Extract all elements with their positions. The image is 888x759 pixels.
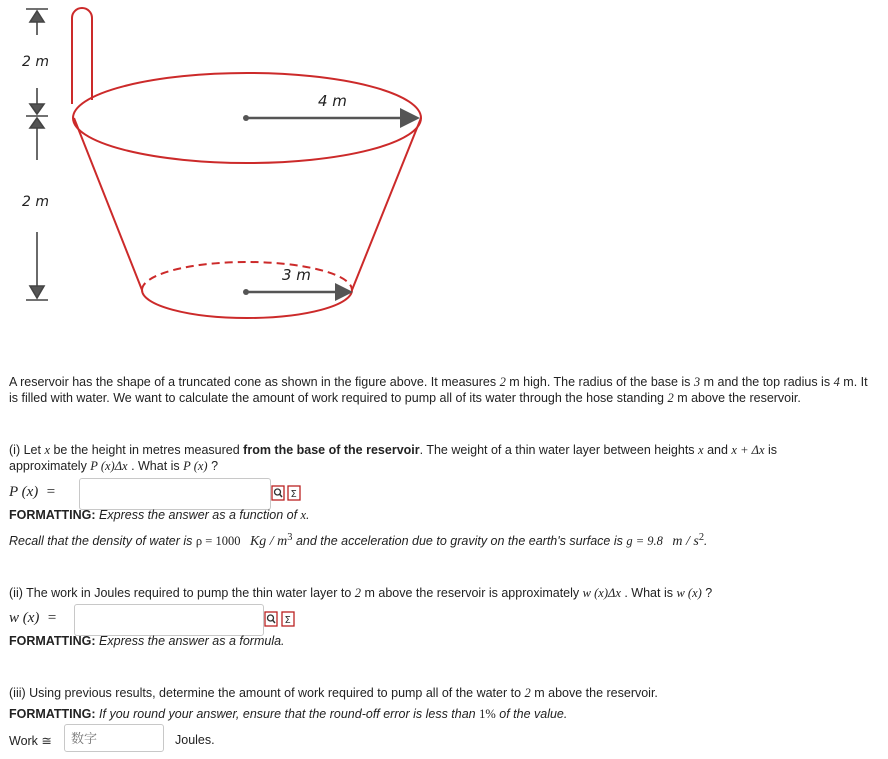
w-of-x-label: w (x) = <box>9 610 58 626</box>
w-of-x-input[interactable] <box>74 604 264 636</box>
svg-text:Σ: Σ <box>284 615 291 626</box>
p-of-x-label: P (x) = <box>9 484 56 500</box>
preview-icon[interactable] <box>271 485 285 501</box>
part1-question: (i) Let x be the height in metres measured from the base of the reservoir. The weight of a thin water layer between heights x and x + Δx is approximately P (x)Δx . What is P (x) ? <box>9 443 778 473</box>
dim-label-bottom: 2 m <box>22 194 49 210</box>
dimension-markers <box>26 9 48 300</box>
part2-question: (ii) The work in Joules required to pump the thin water layer to 2 m above the reservoir is approximately w (x)Δx . What is w (x) ? <box>9 586 713 600</box>
svg-text:Σ: Σ <box>290 489 297 500</box>
work-input[interactable] <box>64 724 164 752</box>
part3-question: (iii) Using previous results, determine the amount of work required to pump all of the water to 2 m above the reservoir. <box>9 686 658 700</box>
sigma-icon[interactable] <box>281 611 295 627</box>
hose <box>72 8 92 104</box>
bottom-radius-label: 3 m <box>282 266 311 284</box>
p-of-x-input[interactable] <box>79 478 271 510</box>
preview-icon[interactable] <box>264 611 278 627</box>
dim-label-top: 2 m <box>22 54 49 70</box>
top-radius-label: 4 m <box>318 92 347 110</box>
work-unit: Joules. <box>175 733 215 747</box>
part1-recall: Recall that the density of water is ρ = 1000 Kg / $m^3$ and the acceleration due to gravity on the earth's surface is g = 9.8 m / $s^2$. <box>9 532 708 550</box>
sigma-icon[interactable] <box>287 485 301 501</box>
work-label: Work ≅ <box>9 734 52 748</box>
part3-formatting: FORMATTING: If you round your answer, ensure that the round-off error is less than 1% of the value. <box>9 707 568 721</box>
problem-intro: A reservoir has the shape of a truncated cone as shown in the figure above. It measures 2 m high. The radius of the base is 3 m and the top radius is 4 m. It is filled with water. We want to calculate the amount of work required to pump all of its water through the hose standing 2 m above the reservoir. <box>9 375 868 405</box>
part2-formatting: FORMATTING: Express the answer as a formula. <box>9 634 285 648</box>
reservoir-figure <box>0 0 460 330</box>
part1-formatting: FORMATTING: Express the answer as a function of x. <box>9 508 310 522</box>
